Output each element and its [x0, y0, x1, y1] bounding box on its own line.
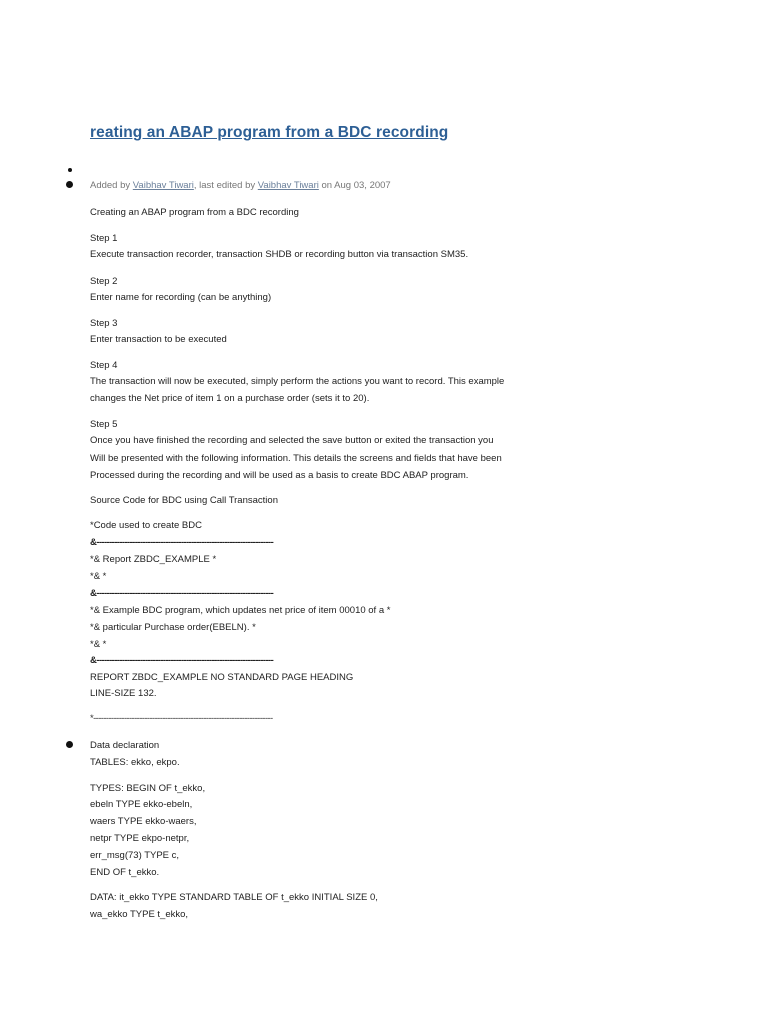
code-line: *& particular Purchase order(EBELN). *: [90, 622, 256, 633]
edited-prefix: , last edited by: [193, 180, 258, 191]
step-text: Once you have finished the recording and selected the save button or exited the transaction you: [90, 435, 494, 446]
code-line: LINE-SIZE 132.: [90, 688, 157, 699]
code-line: DATA: it_ekko TYPE STANDARD TABLE OF t_ekko INITIAL SIZE 0,: [90, 892, 378, 903]
code-line: wa_ekko TYPE t_ekko,: [90, 909, 189, 920]
code-line: ebeln TYPE ekko-ebeln,: [90, 799, 193, 810]
step-text: The transaction will now be executed, simply perform the actions you want to record. This example: [90, 376, 505, 387]
page-title[interactable]: reating an ABAP program from a BDC recording: [90, 124, 449, 141]
page-metadata: [90, 180, 391, 191]
code-line: END OF t_ekko.: [90, 867, 160, 878]
code-rule: *----------------------------------------------------------------------: [90, 713, 273, 724]
section-heading: Source Code for BDC using Call Transaction: [90, 495, 278, 506]
step-heading: Step 2: [90, 276, 118, 287]
author-link[interactable]: Vaibhav Tiwari: [132, 180, 194, 191]
step-text: Execute transaction recorder, transaction SHDB or recording button via transaction SM35.: [90, 249, 469, 260]
code-line: *& Report ZBDC_EXAMPLE *: [90, 554, 217, 565]
step-text: changes the Net price of item 1 on a purchase order (sets it to 20).: [90, 393, 370, 404]
code-rule: &---------------------------------------------------------------------: [90, 655, 274, 666]
edit-date: on Aug 03, 2007: [318, 180, 391, 191]
code-rule: &---------------------------------------------------------------------: [90, 588, 274, 599]
code-line: TYPES: BEGIN OF t_ekko,: [90, 783, 206, 794]
step-heading: Step 4: [90, 360, 118, 371]
added-by-prefix: Added by: [90, 180, 133, 191]
code-rule: &---------------------------------------------------------------------: [90, 537, 274, 548]
step-text: Enter name for recording (can be anything): [90, 292, 272, 303]
step-heading: Step 3: [90, 318, 118, 329]
code-line: *Code used to create BDC: [90, 520, 202, 531]
editor-link[interactable]: Vaibhav Tiwari: [257, 180, 319, 191]
code-line: Data declaration: [90, 740, 160, 751]
bullet-icon: [68, 168, 72, 172]
code-line: *& *: [90, 571, 107, 582]
step-heading: Step 1: [90, 233, 118, 244]
code-line: netpr TYPE ekpo-netpr,: [90, 833, 190, 844]
step-text: Processed during the recording and will be used as a basis to create BDC ABAP program.: [90, 470, 469, 481]
intro-text: Creating an ABAP program from a BDC recording: [90, 207, 299, 218]
bullet-icon: [66, 741, 73, 748]
code-line: *& Example BDC program, which updates net price of item 00010 of a *: [90, 605, 391, 616]
code-line: waers TYPE ekko-waers,: [90, 816, 197, 827]
code-line: REPORT ZBDC_EXAMPLE NO STANDARD PAGE HEADING: [90, 672, 354, 683]
bullet-icon: [66, 181, 73, 188]
step-text: Will be presented with the following information. This details the screens and fields that have been: [90, 453, 502, 464]
code-line: err_msg(73) TYPE c,: [90, 850, 180, 861]
step-text: Enter transaction to be executed: [90, 334, 227, 345]
code-line: TABLES: ekko, ekpo.: [90, 757, 180, 768]
step-heading: Step 5: [90, 419, 118, 430]
code-line: *& *: [90, 639, 107, 650]
